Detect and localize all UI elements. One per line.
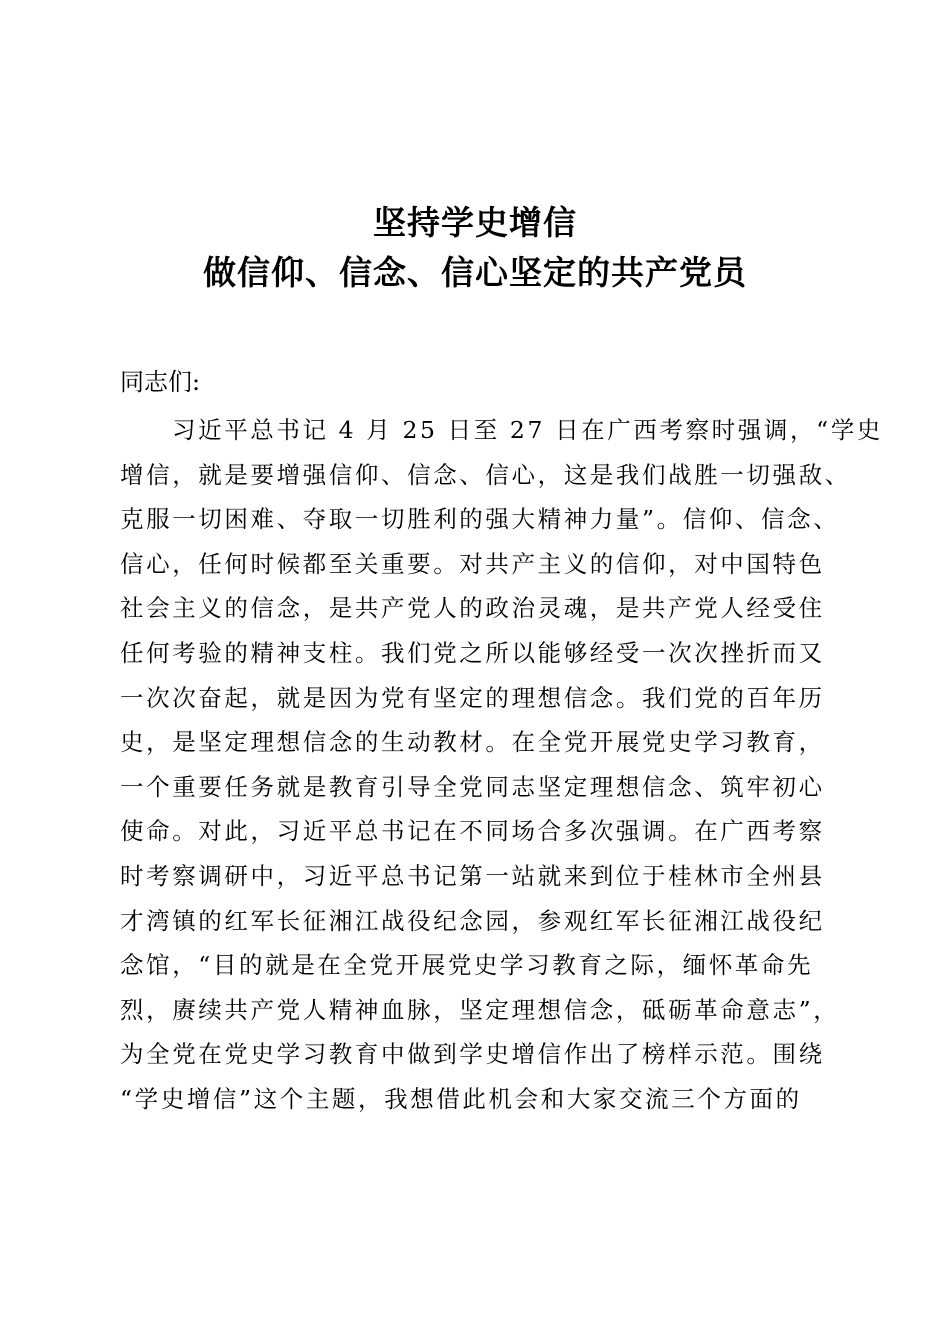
body-line: 才湾镇的红军长征湘江战役纪念园，参观红军长征湘江战役纪: [120, 906, 825, 935]
document-title: [0, 198, 950, 298]
body-line: 任何考验的精神支柱。我们党之所以能够经受一次次挫折而又: [120, 638, 825, 667]
body-line: 增信，就是要增强信仰、信念、信心，这是我们战胜一切强敌、: [120, 460, 851, 489]
body-line: 信心，任何时候都至关重要。对共产主义的信仰，对中国特色: [120, 549, 825, 578]
title-line-1: 坚持学史增信: [373, 203, 577, 242]
title-line-2: 做信仰、信念、信心坚定的共产党员: [203, 253, 747, 292]
body-line: 使命。对此，习近平总书记在不同场合多次强调。在广西考察: [120, 817, 825, 846]
body-line: 烈，赓续共产党人精神血脉，坚定理想信念，砥砺革命意志”，: [120, 995, 840, 1024]
body-line: 一个重要任务就是教育引导全党同志坚定理想信念、筑牢初心: [120, 772, 825, 801]
body-line: 克服一切困难、夺取一切胜利的强大精神力量”。信仰、信念、: [120, 505, 840, 534]
body-line: 一次次奋起，就是因为党有坚定的理想信念。我们党的百年历: [120, 683, 825, 712]
body-line: 习近平总书记 4 月 25 日至 27 日在广西考察时强调，“学史: [172, 416, 883, 444]
body-line: 社会主义的信念，是共产党人的政治灵魂，是共产党人经受住: [120, 594, 825, 623]
body-paragraph: [120, 408, 883, 1122]
body-line: 为全党在党史学习教育中做到学史增信作出了榜样示范。围绕: [120, 1040, 825, 1069]
body-line: 念馆，“目的就是在全党开展党史学习教育之际，缅怀革命先: [120, 951, 814, 980]
body-line: “学史增信”这个主题，我想借此机会和大家交流三个方面的: [120, 1084, 802, 1113]
body-line: 时考察调研中，习近平总书记第一站就来到位于桂林市全州县: [120, 861, 825, 890]
salutation: 同志们:: [120, 368, 201, 396]
body-line: 史，是坚定理想信念的生动教材。在全党开展党史学习教育，: [120, 728, 825, 757]
